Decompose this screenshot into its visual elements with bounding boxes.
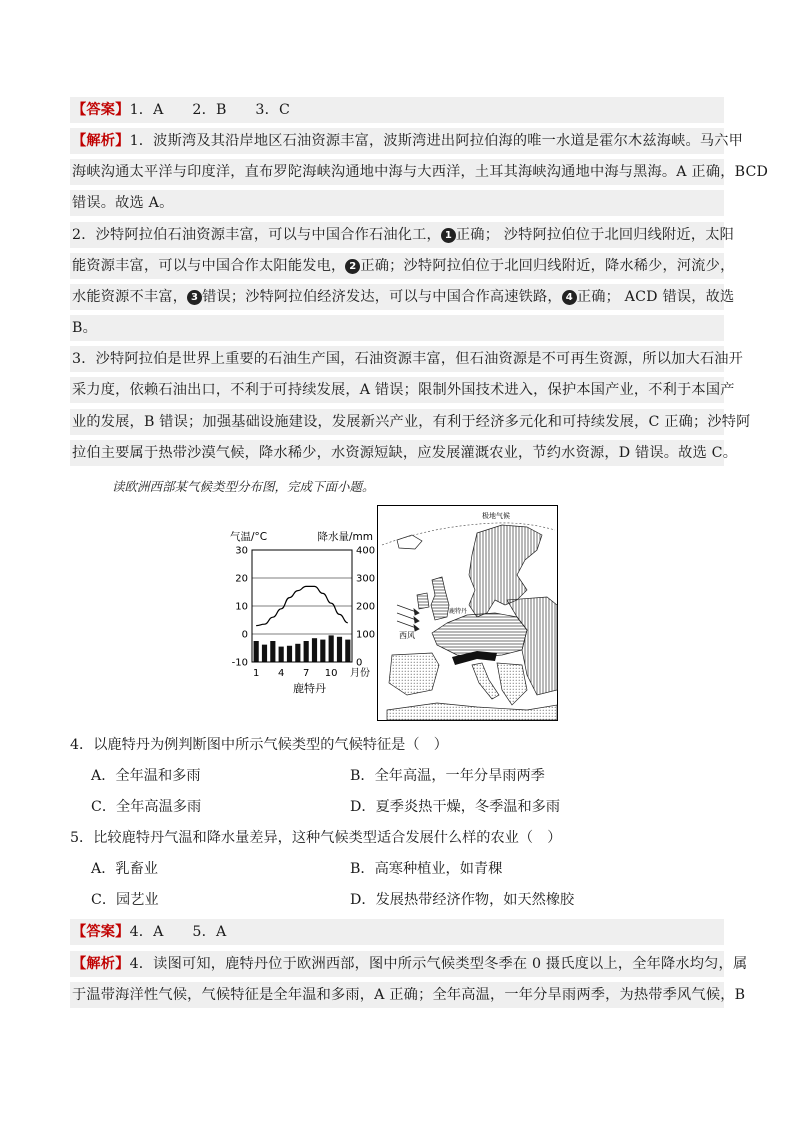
q2-analysis-line-4: B。 bbox=[70, 315, 724, 341]
q2-text: 错误；沙特阿拉伯经济发达，可以与中国合作高速铁路， bbox=[202, 289, 562, 305]
q2-analysis-line-1 bbox=[70, 222, 734, 248]
precipitation-bar bbox=[270, 641, 275, 662]
q3-analysis-line-3: 业的发展，B 错误；加强基础设施建设，发展新兴产业，有利于经济多元化和可持续发展，C 正确；沙特阿 bbox=[70, 409, 724, 435]
climate-chart bbox=[225, 525, 375, 700]
y-left-tick-label: -10 bbox=[231, 657, 248, 669]
q5-option-b[interactable]: B．高寒种植业，如青稞 bbox=[350, 861, 503, 877]
q4-option-b[interactable]: B．全年高温，一年分旱雨两季 bbox=[350, 768, 545, 784]
answer-tag: 【答案】 bbox=[72, 102, 130, 118]
figure-intro: 读欧洲西部某气候类型分布图，完成下面小题。 bbox=[112, 479, 375, 494]
west-wind-label: 西风 bbox=[399, 631, 415, 640]
q3-analysis-line-4: 拉伯主要属于热带沙漠气候，降水稀少，水资源短缺，应发展灌溉农业，节约水资源，D 错误。故选 C。 bbox=[70, 440, 724, 466]
rotterdam-label: 鹿特丹 bbox=[449, 608, 468, 615]
q4-stem: 4．以鹿特丹为例判断图中所示气候类型的气候特征是（ ） bbox=[70, 737, 448, 753]
q5-option-d[interactable]: D．发展热带经济作物，如天然橡胶 bbox=[350, 892, 575, 908]
precipitation-bar bbox=[279, 647, 284, 662]
analysis-line-1 bbox=[70, 128, 744, 154]
ireland-shape bbox=[417, 593, 429, 609]
analysis-tag: 【解析】 bbox=[72, 956, 130, 972]
y-right-label: 降水量/mm bbox=[317, 531, 373, 543]
y-right-tick-label: 0 bbox=[356, 657, 363, 669]
precipitation-bar bbox=[329, 635, 334, 662]
analysis-line-4-1 bbox=[70, 951, 748, 977]
analysis-text: 4．读图可知，鹿特丹位于欧洲西部，图中所示气候类型冬季在 0 摄氏度以上，全年降水均匀，属 bbox=[129, 956, 748, 972]
analysis-tag: 【解析】 bbox=[72, 133, 130, 149]
circled-number-1: 1 bbox=[441, 228, 456, 243]
answer-tag: 【答案】 bbox=[72, 924, 130, 940]
q2-text: 水能资源不丰富， bbox=[72, 289, 188, 305]
x-tick-label: 7 bbox=[302, 668, 310, 679]
y-right-tick-label: 400 bbox=[356, 545, 375, 557]
y-left-tick-label: 0 bbox=[241, 629, 248, 641]
q5-option-a[interactable]: A．乳畜业 bbox=[91, 861, 158, 877]
precipitation-bar bbox=[320, 640, 325, 662]
circled-number-4: 4 bbox=[562, 290, 577, 305]
q2-text: 2．沙特阿拉伯石油资源丰富，可以与中国合作石油化工， bbox=[72, 227, 441, 243]
x-tick-label: 10 bbox=[324, 668, 338, 679]
y-left-tick-label: 20 bbox=[235, 573, 248, 585]
x-unit-label: 月份 bbox=[350, 668, 370, 679]
precipitation-bar bbox=[262, 645, 267, 662]
x-tick-label: 1 bbox=[252, 668, 260, 679]
y-right-tick-label: 200 bbox=[356, 601, 375, 613]
q2-text: 能资源丰富，可以与中国合作太阳能发电， bbox=[72, 258, 346, 274]
polar-climate-label: 极地气候 bbox=[482, 512, 510, 520]
q2-text: 正确； 沙特阿拉伯位于北回归线附近，太阳 bbox=[455, 227, 734, 243]
answer-line-4-5 bbox=[70, 919, 724, 945]
circled-number-2: 2 bbox=[345, 259, 360, 274]
analysis-line-2: 海峡沟通太平洋与印度洋，直布罗陀海峡沟通地中海与大西洋，土耳其海峡沟通地中海与黑海。A 正确，BCD bbox=[70, 159, 724, 185]
circled-number-3: 3 bbox=[187, 290, 202, 305]
q2-analysis-line-3 bbox=[70, 284, 735, 310]
x-tick-label: 4 bbox=[277, 668, 285, 679]
precipitation-bar bbox=[312, 638, 317, 662]
analysis-text: 1．波斯湾及其沿岸地区石油资源丰富，波斯湾进出阿拉伯海的唯一水道是霍尔木兹海峡。马六甲 bbox=[129, 133, 744, 149]
q4-option-a[interactable]: A．全年温和多雨 bbox=[91, 768, 201, 784]
q4-option-c[interactable]: C．全年高温多雨 bbox=[91, 799, 202, 815]
y-left-tick-label: 30 bbox=[235, 545, 248, 557]
y-right-tick-label: 100 bbox=[356, 629, 375, 641]
chart-caption: 鹿特丹 bbox=[293, 682, 326, 695]
analysis-line-4-2: 于温带海洋性气候，气候特征是全年温和多雨，A 正确；全年高温，一年分旱雨两季，为热带季风气候，B bbox=[70, 982, 724, 1008]
europe-climate-map bbox=[377, 505, 558, 721]
q2-analysis-line-2 bbox=[70, 253, 735, 279]
analysis-line-3: 错误。故选 A。 bbox=[70, 190, 724, 216]
precipitation-bar bbox=[254, 641, 259, 662]
answer-line-1-3 bbox=[70, 97, 724, 123]
q5-option-c[interactable]: C．园艺业 bbox=[91, 892, 159, 908]
q3-analysis-line-2: 采力度，依赖石油出口，不利于可持续发展，A 错误；限制外国技术进入，保护本国产业，不利于本国产 bbox=[70, 377, 724, 403]
y-left-label: 气温/°C bbox=[230, 531, 268, 543]
precipitation-bar bbox=[337, 637, 342, 662]
precipitation-bar bbox=[304, 641, 309, 662]
q4-option-d[interactable]: D．夏季炎热干燥，冬季温和多雨 bbox=[350, 799, 561, 815]
q5-stem: 5．比较鹿特丹气温和降水量差异，这种气候类型适合发展什么样的农业（ ） bbox=[70, 830, 562, 846]
precipitation-bar bbox=[287, 646, 292, 662]
precipitation-bar bbox=[345, 640, 350, 662]
q2-text: 正确；沙特阿拉伯位于北回归线附近，降水稀少，河流少， bbox=[360, 258, 735, 274]
q3-analysis-line-1: 3．沙特阿拉伯是世界上重要的石油生产国，石油资源丰富，但石油资源是不可再生资源，所以加大石油开 bbox=[70, 346, 724, 372]
y-right-tick-label: 300 bbox=[356, 573, 375, 585]
answer-text: 4．A 5．A bbox=[129, 924, 227, 940]
y-left-tick-label: 10 bbox=[235, 601, 248, 613]
q2-text: 正确； ACD 错误，故选 bbox=[576, 289, 735, 305]
precipitation-bar bbox=[295, 644, 300, 662]
answer-text: 1．A 2．B 3．C bbox=[129, 102, 291, 118]
